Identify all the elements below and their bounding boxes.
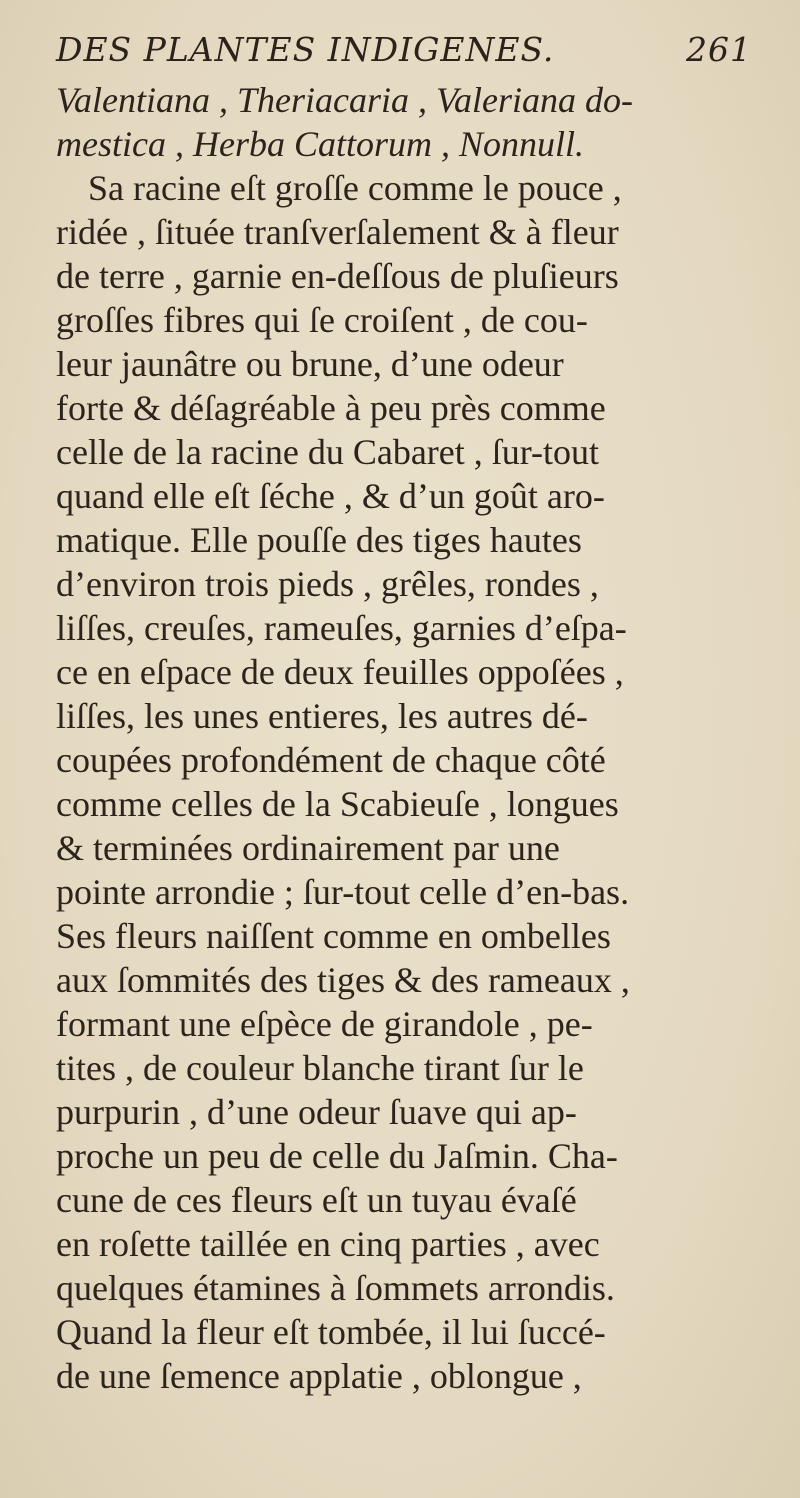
text-line: leur jaunâtre ou brune, d’une odeur bbox=[56, 344, 564, 384]
running-title: DES PLANTES INDIGENES. bbox=[56, 30, 555, 69]
text-line: liſſes, les unes entieres, les autres dé- bbox=[56, 696, 588, 736]
text-line: formant une eſpèce de girandole , pe- bbox=[56, 1004, 593, 1044]
page-header bbox=[56, 22, 756, 78]
text-line: pointe arrondie ; ſur-tout celle d’en-bas. bbox=[56, 872, 630, 912]
text-line: aux ſommités des tiges & des rameaux , bbox=[56, 960, 630, 1000]
text-line: d’environ trois pieds , grêles, rondes , bbox=[56, 564, 599, 604]
text-line: groſſes fibres qui ſe croiſent , de cou- bbox=[56, 300, 588, 340]
text-line: coupées profondément de chaque côté bbox=[56, 740, 606, 780]
text-line: purpurin , d’une odeur ſuave qui ap- bbox=[56, 1092, 577, 1132]
text-line: proche un peu de celle du Jaſmin. Cha- bbox=[56, 1136, 618, 1176]
text-line: ridée , ſituée tranſverſalement & à fleur bbox=[56, 212, 619, 252]
text-line: Ses fleurs naiſſent comme en ombelles bbox=[56, 916, 611, 956]
page-number: 261 bbox=[686, 30, 752, 69]
text-line: tites , de couleur blanche tirant ſur le bbox=[56, 1048, 584, 1088]
text-line: de une ſemence applatie , oblongue , bbox=[56, 1356, 582, 1396]
text-line: ce en eſpace de deux feuilles oppoſées , bbox=[56, 652, 624, 692]
text-line: Quand la fleur eſt tombée, il lui ſuccé- bbox=[56, 1312, 606, 1352]
text-line: comme celles de la Scabieuſe , longues bbox=[56, 784, 619, 824]
text-line: cune de ces fleurs eſt un tuyau évaſé bbox=[56, 1180, 577, 1220]
text-line: quelques étamines à ſommets arrondis. bbox=[56, 1268, 615, 1308]
text-line: Sa racine eſt groſſe comme le pouce , bbox=[88, 168, 622, 208]
text-line: & terminées ordinairement par une bbox=[56, 828, 560, 868]
text-line: Valentiana , Theriacaria , Valeriana do- bbox=[56, 80, 633, 120]
text-line: liſſes, creuſes, rameuſes, garnies d’eſpa- bbox=[56, 608, 627, 648]
text-line: quand elle eſt ſéche , & d’un goût aro- bbox=[56, 476, 605, 516]
text-line: de terre , garnie en-deſſous de pluſieurs bbox=[56, 256, 619, 296]
text-line: en roſette taillée en cinq parties , avec bbox=[56, 1224, 600, 1264]
text-line: mestica , Herba Cattorum , Nonnull. bbox=[56, 124, 584, 164]
text-line: forte & déſagréable à peu près comme bbox=[56, 388, 606, 428]
text-line: celle de la racine du Cabaret , ſur-tout bbox=[56, 432, 600, 472]
text-line: matique. Elle pouſſe des tiges hautes bbox=[56, 520, 582, 560]
